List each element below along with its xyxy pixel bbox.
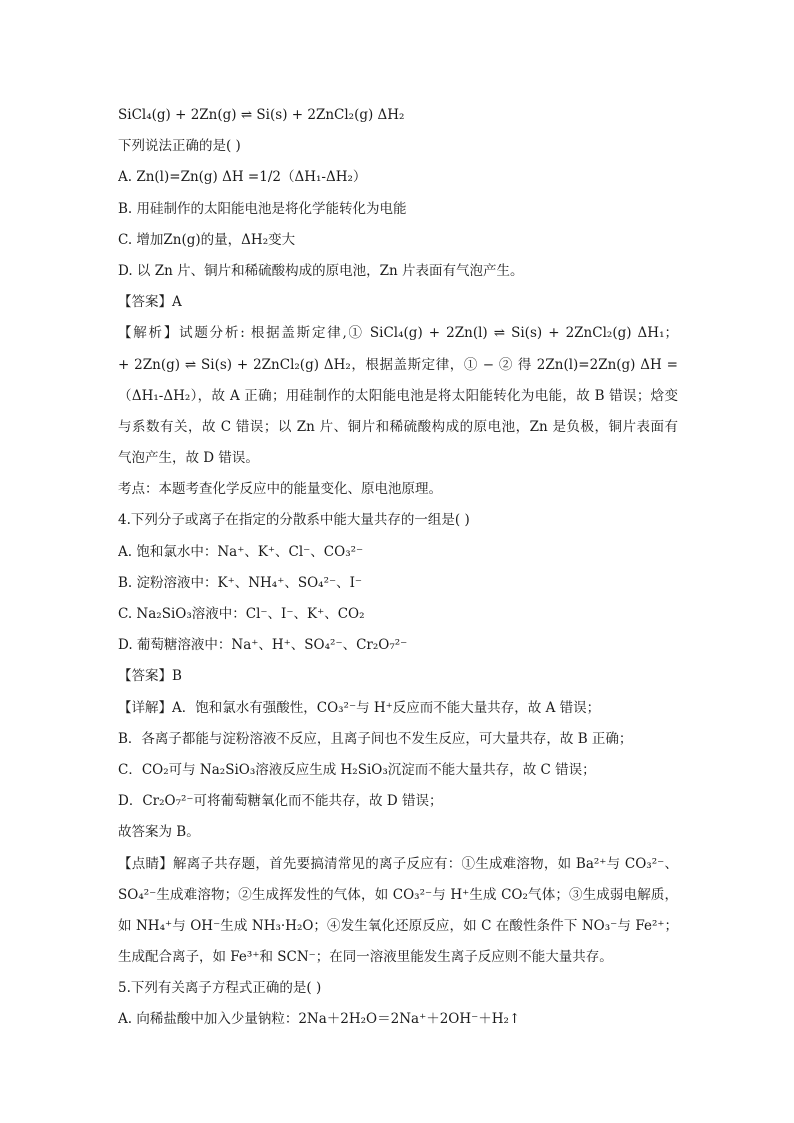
question-prompt: 下列说法正确的是( )	[118, 138, 241, 155]
detail-line: D．Cr₂O₇²⁻可将葡萄糖氧化而不能共存，故 D 错误；	[118, 793, 443, 810]
option-c: C. 增加Zn(g)的量，ΔH₂变大	[118, 231, 296, 248]
option-a: A. Zn(l)=Zn(g) ΔH =1/2（ΔH₁-ΔH₂）	[118, 169, 367, 186]
option-a: A. 向稀盐酸中加入少量钠粒：2Na＋2H₂O＝2Na⁺＋2OH⁻＋H₂↑	[118, 1011, 521, 1028]
option-b: B. 用硅制作的太阳能电池是将化学能转化为电能	[118, 200, 407, 217]
detail-line: 【详解】A．饱和氯水有强酸性，CO₃²⁻与 H⁺反应而不能大量共存，故 A 错误；	[118, 699, 601, 716]
option-c: C. Na₂SiO₃溶液中：Cl⁻、I⁻、K⁺、CO₂	[118, 606, 365, 622]
detail-line: B．各离子都能与淀粉溶液不反应，且离子间也不发生反应，可大量共存，故 B 正确；	[118, 730, 633, 747]
equation-line: SiCl₄(g) + 2Zn(g) ⇌ Si(s) + 2ZnCl₂(g) ΔH₂	[118, 107, 405, 123]
analysis-line: 【解析】试题分析: 根据盖斯定律,① SiCl₄(g) + 2Zn(l) ⇌ Si(s) + 2ZnCl₂(g) ΔH₁；	[118, 325, 678, 342]
analysis-line: （ΔH₁-ΔH₂），故 A 正确；用硅制作的太阳能电池是将太阳能转化为电能，故 B 错误；焓变	[118, 387, 678, 404]
analysis-line: 气泡产生，故 D 错误。	[118, 450, 259, 467]
analysis-line: + 2Zn(g) ⇌ Si(s) + 2ZnCl₂(g) ΔH₂，根据盖斯定律，① − ② 得 2Zn(l)=2Zn(g) ΔH =	[118, 356, 678, 373]
option-b: B. 淀粉溶液中：K⁺、NH₄⁺、SO₄²⁻、I⁻	[118, 574, 363, 591]
tip-line: 生成配合离子，如 Fe³⁺和 SCN⁻；在同一溶液里能发生离子反应则不能大量共存。	[118, 949, 613, 966]
option-a: A. 饱和氯水中：Na⁺、K⁺、Cl⁻、CO₃²⁻	[118, 543, 364, 560]
option-d: D. 以 Zn 片、铜片和稀硫酸构成的原电池，Zn 片表面有气泡产生。	[118, 262, 524, 279]
option-d: D. 葡萄糖溶液中：Na⁺、H⁺、SO₄²⁻、Cr₂O₇²⁻	[118, 637, 408, 654]
answer-label: 【答案】B	[118, 668, 182, 685]
detail-line: 故答案为 B。	[118, 824, 200, 841]
detail-line: C．CO₂可与 Na₂SiO₃溶液反应生成 H₂SiO₃沉淀而不能大量共存，故 C 错误；	[118, 761, 596, 778]
answer-label: 【答案】A	[118, 294, 182, 311]
tip-line: SO₄²⁻生成难溶物；②生成挥发性的气体，如 CO₃²⁻与 H⁺生成 CO₂气体；③生成弱电解质，	[118, 886, 678, 903]
tip-line: 【点睛】解离子共存题，首先要搞清常见的离子反应有：①生成难溶物，如 Ba²⁺与 CO₃²⁻、	[118, 855, 678, 872]
analysis-line: 与系数有关，故 C 错误；以 Zn 片、铜片和稀硫酸构成的原电池，Zn 是负极，铜片表面有	[118, 418, 678, 435]
document-page	[118, 100, 678, 1036]
tip-line: 如 NH₄⁺与 OH⁻生成 NH₃·H₂O；④发生氧化还原反应，如 C 在酸性条件下 NO₃⁻与 Fe²⁺；	[118, 917, 678, 934]
question-5-title: 5.下列有关离子方程式正确的是( )	[118, 980, 322, 997]
question-4-title: 4.下列分子或离子在指定的分散系中能大量共存的一组是( )	[118, 512, 470, 529]
test-point: 考点：本题考查化学反应中的能量变化、原电池原理。	[118, 481, 442, 498]
